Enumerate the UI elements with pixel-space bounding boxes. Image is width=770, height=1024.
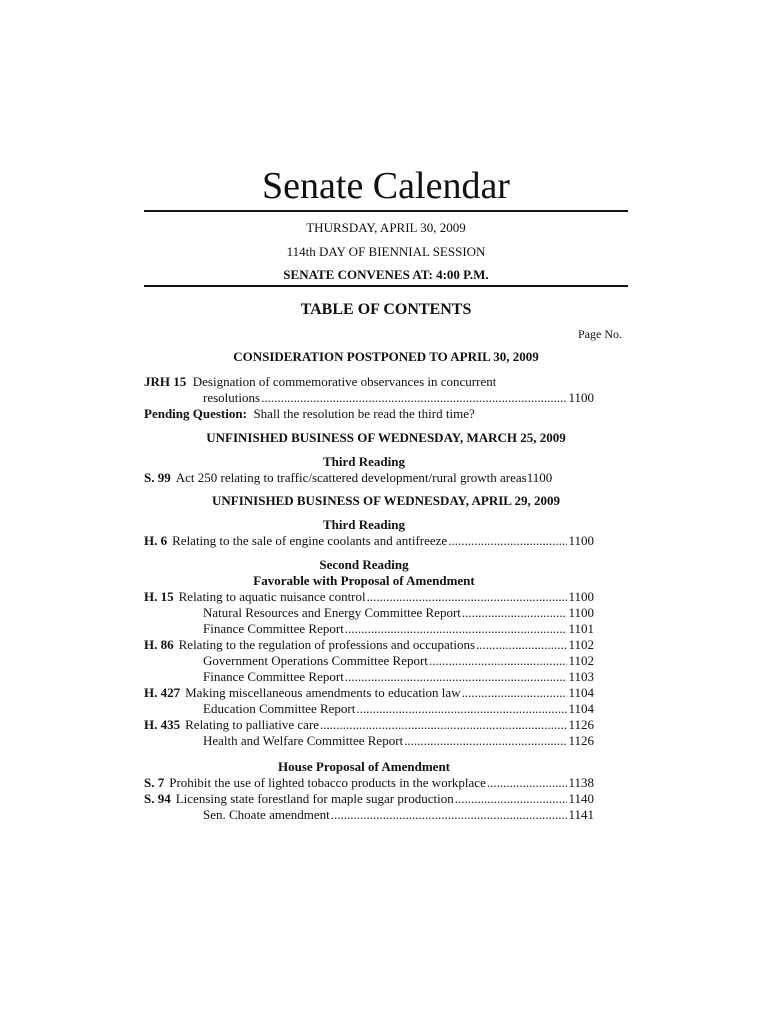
bill-number: S. 94 [144,791,171,806]
bill-number: H. 6 [144,533,168,548]
toc-entry-s94 [144,791,594,807]
dot-leader [367,589,568,605]
page-number: 1126 [568,717,594,732]
section-heading: UNFINISHED BUSINESS OF WEDNESDAY, MARCH 25, 2009 [206,430,566,445]
toc-subentry [203,669,594,685]
pending-label: Pending Question: [144,406,247,421]
page-number: 1103 [568,669,594,684]
entry-text: Licensing state forestland for maple sugar production [175,791,454,806]
bill-number: JRH 15 [144,374,187,389]
entry-text: Education Committee Report [203,701,356,716]
dot-leader [331,807,568,823]
toc-subentry [203,653,594,669]
toc-subentry [203,807,594,823]
dot-leader [345,621,568,637]
entry-text: Relating to palliative care [185,717,320,732]
entry-text: Relating to aquatic nuisance control [178,589,366,604]
session-day: 114th DAY OF BIENNIAL SESSION [286,244,486,259]
convenes-time: SENATE CONVENES AT: 4:00 P.M. [283,267,489,282]
page-number: 1126 [568,733,594,748]
toc-entry-h6 [144,533,594,549]
toc-entry-h427 [144,685,594,701]
subsection-heading: Third Reading [323,454,405,469]
dot-leader [429,653,568,669]
entry-text: Finance Committee Report [203,621,344,636]
dot-leader [261,390,567,406]
page-number: 1141 [568,807,594,822]
toc-subentry [203,605,594,621]
page-number: 1100 [568,390,594,405]
dot-leader [462,685,568,701]
entry-text: Natural Resources and Energy Committee Report [203,605,461,620]
title-rule [144,210,628,212]
entry-text: Prohibit the use of lighted tobacco products in the workplace [169,775,486,790]
dot-leader [320,717,567,733]
bill-number: H. 86 [144,637,174,652]
dot-leader [345,669,568,685]
entry-text: Finance Committee Report [203,669,344,684]
section-heading: CONSIDERATION POSTPONED TO APRIL 30, 2009 [233,349,539,364]
entry-text: Sen. Choate amendment [203,807,330,822]
page-number: 1102 [568,653,594,668]
subsection-heading: House Proposal of Amendment [277,759,450,774]
dot-leader [462,605,568,621]
page-no-label: Page No. [578,327,622,341]
pending-text: Shall the resolution be read the third time? [253,406,475,421]
toc-entry-s99 [144,470,594,486]
toc-entry-h86 [144,637,594,653]
dot-leader [356,701,567,717]
dot-leader [476,637,567,653]
page-title: Senate Calendar [262,165,510,207]
header-rule [144,285,628,287]
page-number: 1101 [568,621,594,636]
page-number: 1100 [526,470,553,485]
calendar-date: THURSDAY, APRIL 30, 2009 [306,220,466,235]
toc-subentry [203,701,594,717]
entry-text: Making miscellaneous amendments to education law [185,685,461,700]
bill-number: H. 15 [144,589,174,604]
dot-leader [455,791,568,807]
page-number: 1104 [568,701,594,716]
toc-entry-h435 [144,717,594,733]
section-heading: UNFINISHED BUSINESS OF WEDNESDAY, APRIL 29, 2009 [212,493,560,508]
bill-number: H. 435 [144,717,181,732]
toc-entry-s7 [144,775,594,791]
toc-entry-jrh15-line1 [144,374,496,390]
entry-text: Government Operations Committee Report [203,653,428,668]
toc-title: TABLE OF CONTENTS [300,301,472,318]
entry-text: Act 250 relating to traffic/scattered development/rural growth areas [175,470,527,485]
page-number: 1138 [568,775,594,790]
page-number: 1104 [568,685,594,700]
entry-text: Health and Welfare Committee Report [203,733,404,748]
toc-entry-h15 [144,589,594,605]
entry-text: Designation of commemorative observances in concurrent [192,374,497,389]
subsection-heading: Second Reading [319,557,409,572]
toc-entry-jrh15 [203,390,594,406]
toc-subentry [203,733,594,749]
subsection-heading: Favorable with Proposal of Amendment [253,573,475,588]
bill-number: S. 99 [144,470,171,485]
dot-leader [404,733,567,749]
bill-number: S. 7 [144,775,165,790]
entry-text: Relating to the sale of engine coolants and antifreeze [172,533,448,548]
dot-leader [487,775,568,791]
page-number: 1100 [568,589,594,604]
toc-subentry [203,621,594,637]
dot-leader [448,533,567,549]
entry-text: Relating to the regulation of professions and occupations [178,637,476,652]
page-number: 1140 [568,791,594,806]
bill-number: H. 427 [144,685,181,700]
page-number: 1102 [568,637,594,652]
subsection-heading: Third Reading [323,517,405,532]
page-number: 1100 [568,605,594,620]
entry-text: resolutions [203,390,261,405]
page-number: 1100 [568,533,594,548]
pending-question [144,406,475,422]
